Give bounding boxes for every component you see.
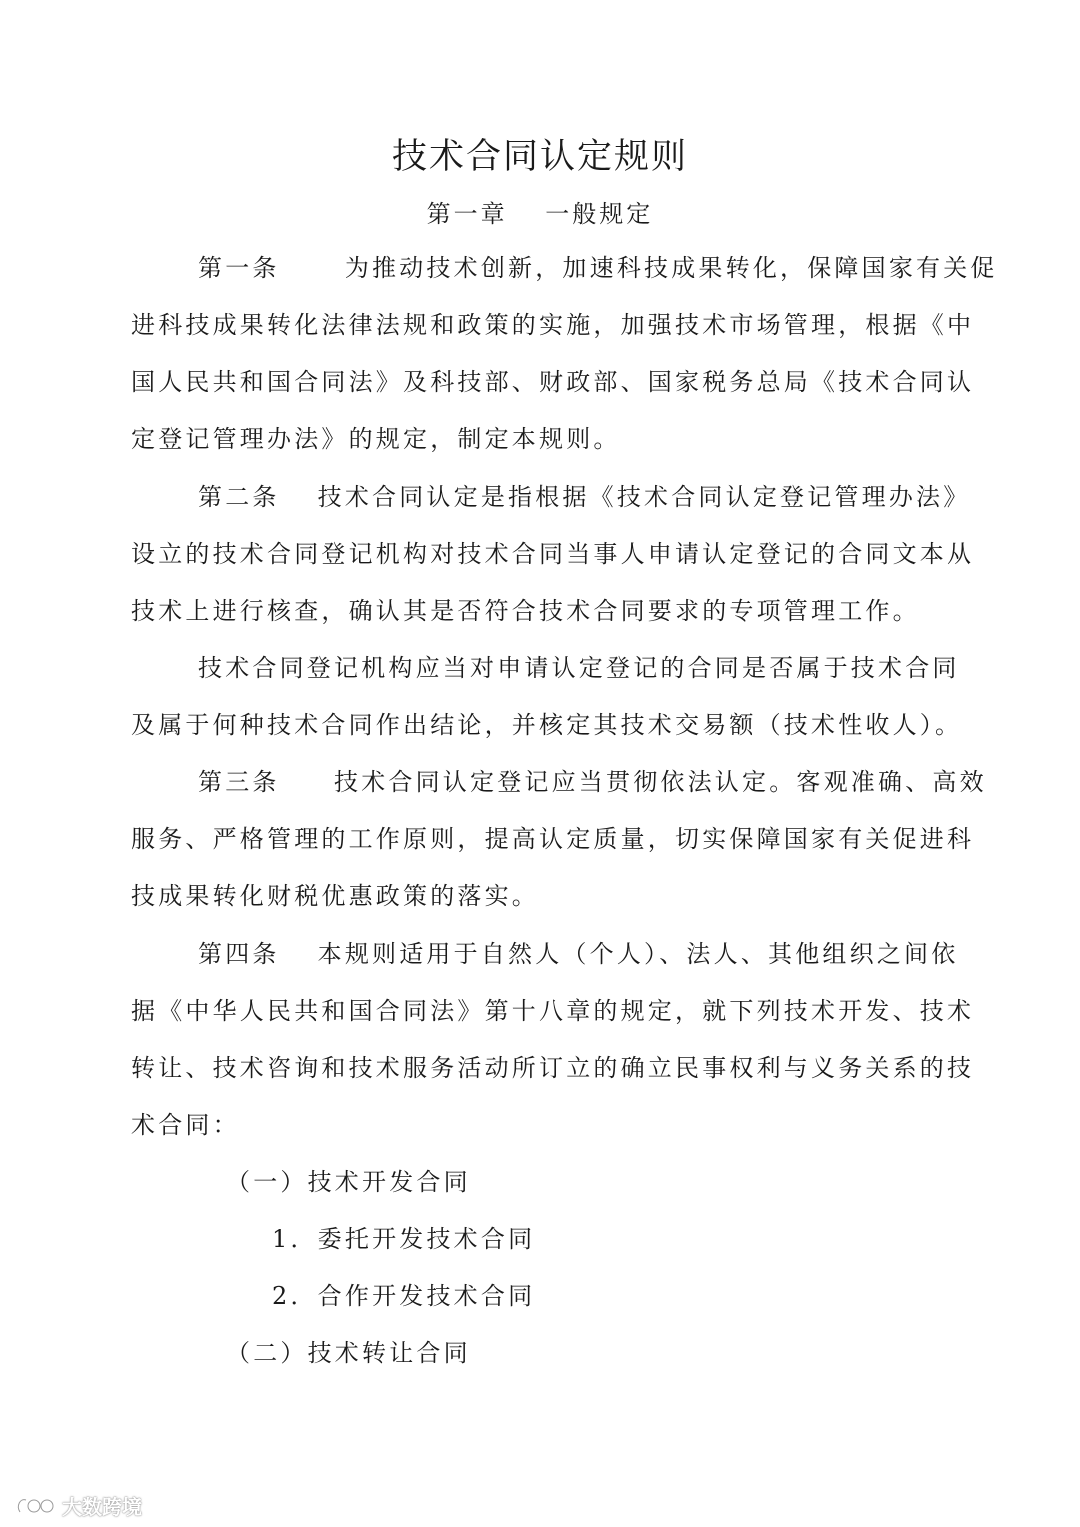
- text-line: 国人民共和国合同法》及科技部、财政部、国家税务总局《技术合同认: [131, 368, 975, 396]
- text-line: 定登记管理办法》的规定，制定本规则。: [131, 425, 621, 453]
- list-item: （二）技术转让合同: [226, 1339, 471, 1367]
- text-line: 据《中华人民共和国合同法》第十八章的规定，就下列技术开发、技术: [131, 997, 975, 1025]
- text-line: 技术合同登记机构应当对申请认定登记的合同是否属于技术合同: [198, 654, 960, 682]
- text-line: 第三条 技术合同认定登记应当贯彻依法认定。客观准确、高效: [198, 768, 987, 796]
- text-line: 转让、技术咨询和技术服务活动所订立的确立民事权利与义务关系的技: [131, 1054, 975, 1082]
- text-line: 术合同：: [131, 1111, 240, 1139]
- text-line: 服务、严格管理的工作原则，提高认定质量，切实保障国家有关促进科: [131, 825, 975, 853]
- text-line: 第四条 本规则适用于自然人（个人）、法人、其他组织之间依: [198, 940, 959, 968]
- text-line: 及属于何种技术合同作出结论，并核定其技术交易额（技术性收人）。: [131, 711, 963, 739]
- text-line: 进科技成果转化法律法规和政策的实施，加强技术市场管理，根据《中: [131, 311, 975, 339]
- text-line: 第二条 技术合同认定是指根据《技术合同认定登记管理办法》: [198, 483, 971, 511]
- document-title: 技术合同认定规则: [391, 137, 688, 177]
- text-line: 第一条 为推动技术创新，加速科技成果转化，保障国家有关促: [198, 254, 998, 282]
- text-line: 设立的技术合同登记机构对技术合同当事人申请认定登记的合同文本从: [131, 540, 975, 568]
- text-line: 技术上进行核查，确认其是否符合技术合同要求的专项管理工作。: [131, 597, 920, 625]
- watermark: [14, 1490, 142, 1520]
- list-item: 1．委托开发技术合同: [272, 1225, 536, 1253]
- chapter-heading: 第一章 一般规定: [426, 200, 654, 228]
- list-item: 2．合作开发技术合同: [272, 1282, 536, 1310]
- text-line: 技成果转化财税优惠政策的落实。: [131, 882, 539, 910]
- logo-icon: [14, 1492, 56, 1518]
- list-item: （一）技术开发合同: [226, 1168, 471, 1196]
- watermark-text: 大数跨境: [62, 1494, 142, 1519]
